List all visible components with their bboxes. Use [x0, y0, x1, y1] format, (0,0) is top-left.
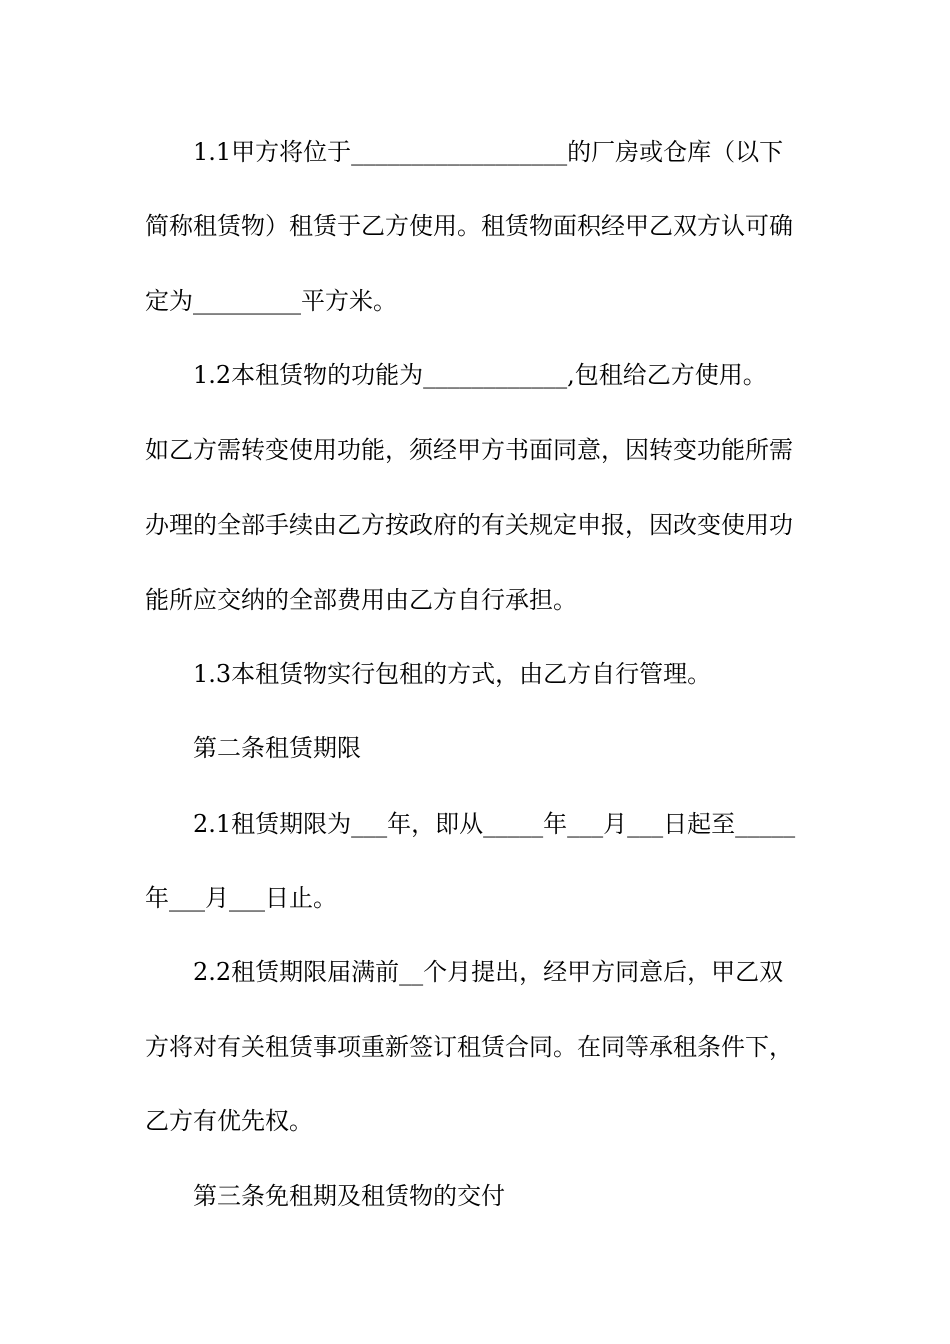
text-line-14: 乙方有优先权。 — [145, 1107, 313, 1135]
text-line-13: 方将对有关租赁事项重新签订租赁合同。在同等承租条件下， — [145, 1033, 793, 1061]
text-line-5: 如乙方需转变使用功能，须经甲方书面同意，因转变功能所需 — [145, 436, 793, 464]
section-heading-3: 第三条免租期及租赁物的交付 — [193, 1182, 505, 1210]
text-line-1: 1.1甲方将位于__________________的厂房或仓库（以下 — [193, 138, 784, 166]
section-heading-2: 第二条租赁期限 — [193, 734, 361, 762]
text-line-11: 年___月___日止。 — [145, 884, 337, 912]
text-line-3: 定为_________平方米。 — [145, 287, 397, 315]
text-line-2: 简称租赁物）租赁于乙方使用。租赁物面积经甲乙双方认可确 — [145, 212, 793, 240]
text-line-7: 能所应交纳的全部费用由乙方自行承担。 — [145, 586, 577, 614]
text-line-4: 1.2本租赁物的功能为____________,包租给乙方使用。 — [193, 361, 767, 389]
text-line-6: 办理的全部手续由乙方按政府的有关规定申报，因改变使用功 — [145, 511, 793, 539]
text-line-8: 1.3本租赁物实行包租的方式，由乙方自行管理。 — [193, 660, 712, 688]
text-line-10: 2.1租赁期限为___年，即从_____年___月___日起至_____ — [193, 810, 796, 838]
text-line-12: 2.2租赁期限届满前__个月提出，经甲方同意后，甲乙双 — [193, 958, 784, 986]
